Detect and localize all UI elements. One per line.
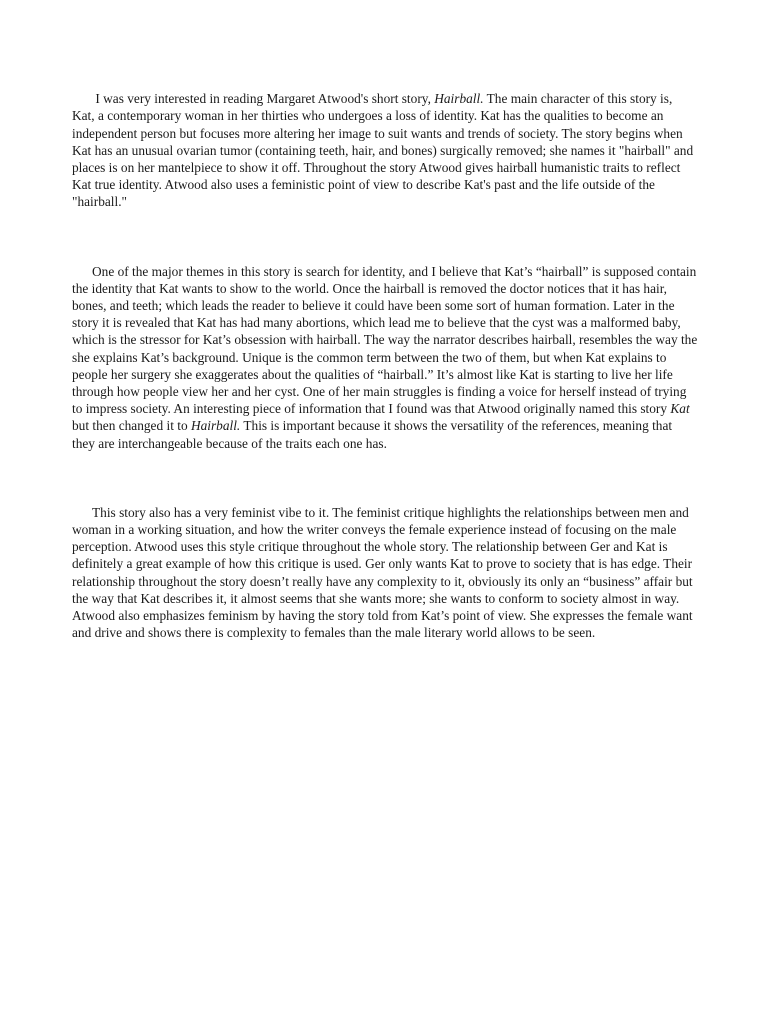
story-title-hairball: Hairball. — [434, 91, 484, 107]
paragraph-1-segment-1: I was very interested in reading Margaret Atwood's short story, — [92, 91, 435, 107]
story-title-kat: Kat — [670, 401, 690, 417]
document-body — [72, 73, 701, 676]
paragraph-2-segment-5: This is important because it shows the versatility of the references, meaning that they are interchangeable because of the traits each one has. — [72, 418, 676, 451]
story-title-hairball-2: Hairball. — [190, 418, 241, 434]
paragraph-3 — [72, 487, 698, 659]
paragraph-1 — [72, 73, 698, 228]
paragraph-2-segment-3: but then changed it to — [72, 401, 694, 434]
paragraph-2 — [72, 245, 701, 469]
paragraph-3-segment-1: This story also has a very feminist vibe to it. The feminist critique highlights the relationships between men and woman in a working situation, and how the writer conveys the female experience instead of focusing on the male perception. Atwood uses this style critique throughout the whole story. The relationship between Ger and Kat is definitely a great example of how this critique is used. Ger only wants Kat to prove to society that is has edge. Their relationship throughout the story doesn’t really have any complexity to it, obviously its only an “business” affair but the way that Kat describes it, it almost seems that she wants more; she wants to conform to society almost in way. Atwood also emphasizes feminism by having the story told from Kat’s point of view. She expresses the female want and drive and shows there is complexity to females than the male literary world allows to be seen. — [72, 504, 696, 641]
paragraph-2-segment-1: One of the major themes in this story is search for identity, and I believe that Kat’s “hairball” is supposed contain the identity that Kat wants to show to the world. Once the hairball is removed the doctor notices that it has hair, bones, and teeth; which leads the reader to believe it could have been some sort of human formation. Later in the story it is revealed that Kat has had many abortions, which lead me to believe that the cyst was a malformed baby, which is the stressor for Kat’s obsession with hairball. The way the narrator describes hairball, resembles the way the she explains Kat’s background. Unique is the common term between the two of them, but when Kat explains to people her surgery she exaggerates about the qualities of “hairball.” It’s almost like Kat is starting to live her life through how people view her and her cyst. One of her main struggles is finding a voice for herself instead of trying to impress society. An interesting piece of information that I found was that Atwood originally named this story — [72, 263, 701, 417]
paragraph-1-segment-3: The main character of this story is, Kat, a contemporary woman in her thirties who undergoes a loss of identity. Kat has the qualities to become an independent person but focuses more altering her image to suit wants and trends of society. The story begins when Kat has an unusual ovarian tumor (containing teeth, hair, and bones) surgically removed; she names it "hairball" and places is on her mantelpiece to show it off. Throughout the story Atwood gives hairball humanistic traits to reflect Kat true identity. Atwood also uses a feministic point of view to describe Kat's past and the life outside of the "hairball." — [72, 91, 697, 210]
